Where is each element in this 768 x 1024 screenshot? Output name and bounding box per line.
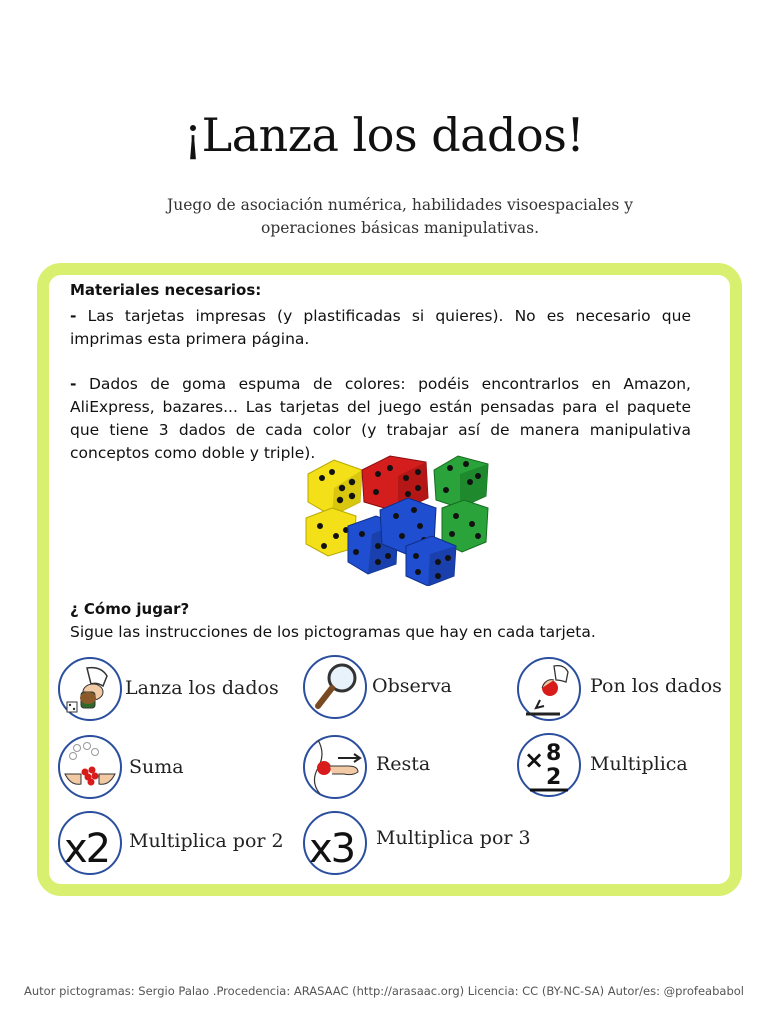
page-subtitle: Juego de asociación numérica, habilidades visoespaciales y operaciones básicas manipulativas. [167,196,633,237]
multiply-by-3-icon [302,810,368,876]
materials-item-1 [70,305,691,351]
how-to-play-text: Sigue las instrucciones de los pictogramas que hay en cada tarjeta. [70,623,596,641]
yellow-die-back [308,460,362,516]
green-die [434,456,488,508]
how-to-play-heading: ¿ Cómo jugar? [70,600,190,618]
materials-item-2-text: Dados de goma espuma de colores: podéis encontrarlos en Amazon, AliExpress, bazares... Las tarjetas del juego están pensadas para el paquete que tiene 3 dados de cada color (y trabajar así de manera manipulativa conceptos como doble y triple). [70,375,691,462]
add-icon [57,734,123,800]
multiply-icon [516,732,582,798]
multiply-label: Multiplica [590,753,688,775]
multiply-by-2-label: Multiplica por 2 [129,830,284,852]
materials-heading: Materiales necesarios: [70,281,262,299]
throw-dice-icon [57,656,123,722]
place-dice-icon [516,656,582,722]
bullet: - [70,307,77,325]
blue-die-right [406,536,456,586]
multiply-bottom-number: 2 [546,765,562,790]
throw-dice-label: Lanza los dados [125,677,279,699]
subtract-label: Resta [376,753,431,775]
observe-label: Observa [372,675,452,697]
materials-item-1-text: Las tarjetas impresas (y plastificadas si quieres). No es necesario que imprimas esta primera página. [70,307,691,348]
observe-icon [302,654,368,720]
footer-credit: Autor pictogramas: Sergio Palao .Procedencia: ARASAAC (http://arasaac.org) Licencia: CC (BY-NC-SA) Autor/es: @profeababol [24,984,744,998]
multiply-glyph: × [524,746,545,774]
multiply-by-2-icon [57,810,123,876]
multiply-by-3-label: Multiplica por 3 [376,827,531,849]
x2-glyph: x2 [64,826,110,872]
page-title: ¡Lanza los dados! [183,108,585,162]
subtract-icon [302,734,368,800]
x3-glyph: x3 [309,826,355,872]
place-dice-label: Pon los dados [590,675,722,697]
multiply-top-number: 8 [546,741,562,766]
add-label: Suma [129,756,184,778]
bullet: - [70,375,77,393]
dice-illustration [302,452,496,586]
